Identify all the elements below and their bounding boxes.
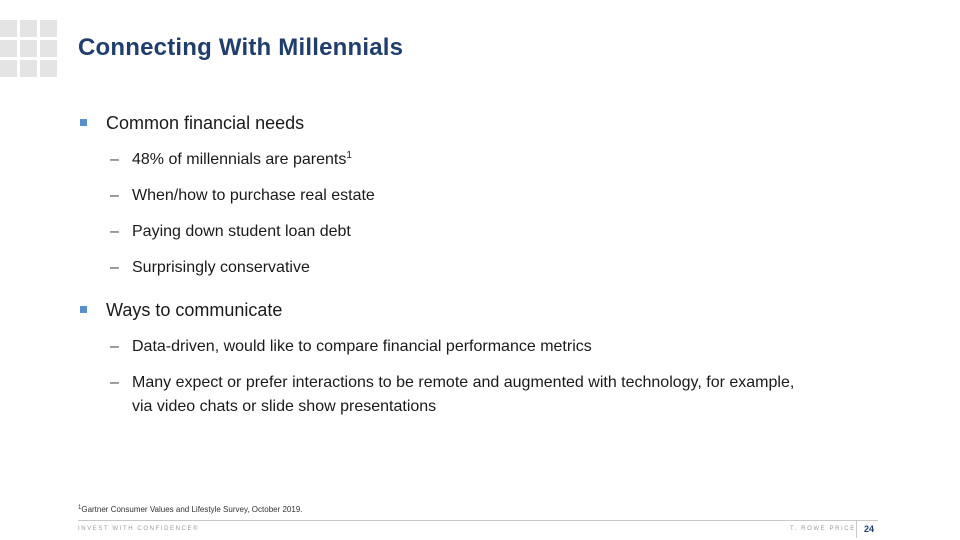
bullet-ways-to-communicate xyxy=(78,297,878,323)
sub-bullet xyxy=(78,184,878,208)
footnote-ref: 1 xyxy=(346,150,352,161)
sub-bullet-text: Data-driven, would like to compare financial performance metrics xyxy=(132,338,592,355)
dash-icon: – xyxy=(110,223,119,240)
footnote xyxy=(78,505,303,514)
sub-bullet xyxy=(78,256,878,280)
footnote-marker: 1 xyxy=(78,505,82,511)
bullet-heading: Ways to communicate xyxy=(106,300,283,320)
footnote-text: Gartner Consumer Values and Lifestyle Survey, October 2019. xyxy=(81,505,303,514)
footer-separator xyxy=(856,520,857,538)
sub-bullet-text: Many expect or prefer interactions to be remote and augmented with technology, for example, via video chats or slide show presentations xyxy=(132,374,795,415)
dash-icon: – xyxy=(110,151,119,168)
sub-bullet xyxy=(78,148,878,172)
bullet-heading: Common financial needs xyxy=(106,113,305,133)
sub-bullet xyxy=(78,220,878,244)
sub-bullet-text: 48% of millennials are parents xyxy=(132,151,347,168)
sub-bullet xyxy=(78,371,812,419)
square-bullet-icon xyxy=(80,119,87,126)
sub-bullet xyxy=(78,335,878,359)
dash-icon: – xyxy=(110,187,119,204)
bullet-common-financial-needs xyxy=(78,110,878,136)
logo-grid-icon xyxy=(0,20,58,78)
sub-bullet-text: When/how to purchase real estate xyxy=(132,187,375,204)
slide-title: Connecting With Millennials xyxy=(78,34,404,61)
footer-brand: T. ROWE PRICE xyxy=(790,526,856,532)
square-bullet-icon xyxy=(80,306,87,313)
sub-bullet-text: Paying down student loan debt xyxy=(132,223,351,240)
dash-icon: – xyxy=(110,259,119,276)
sub-bullet-text: Surprisingly conservative xyxy=(132,259,310,276)
footer-divider xyxy=(78,520,878,521)
dash-icon: – xyxy=(110,374,119,391)
slide-body xyxy=(78,110,878,419)
page-number: 24 xyxy=(864,524,875,534)
dash-icon: – xyxy=(110,338,119,355)
footer-tagline: INVEST WITH CONFIDENCE® xyxy=(78,526,200,532)
